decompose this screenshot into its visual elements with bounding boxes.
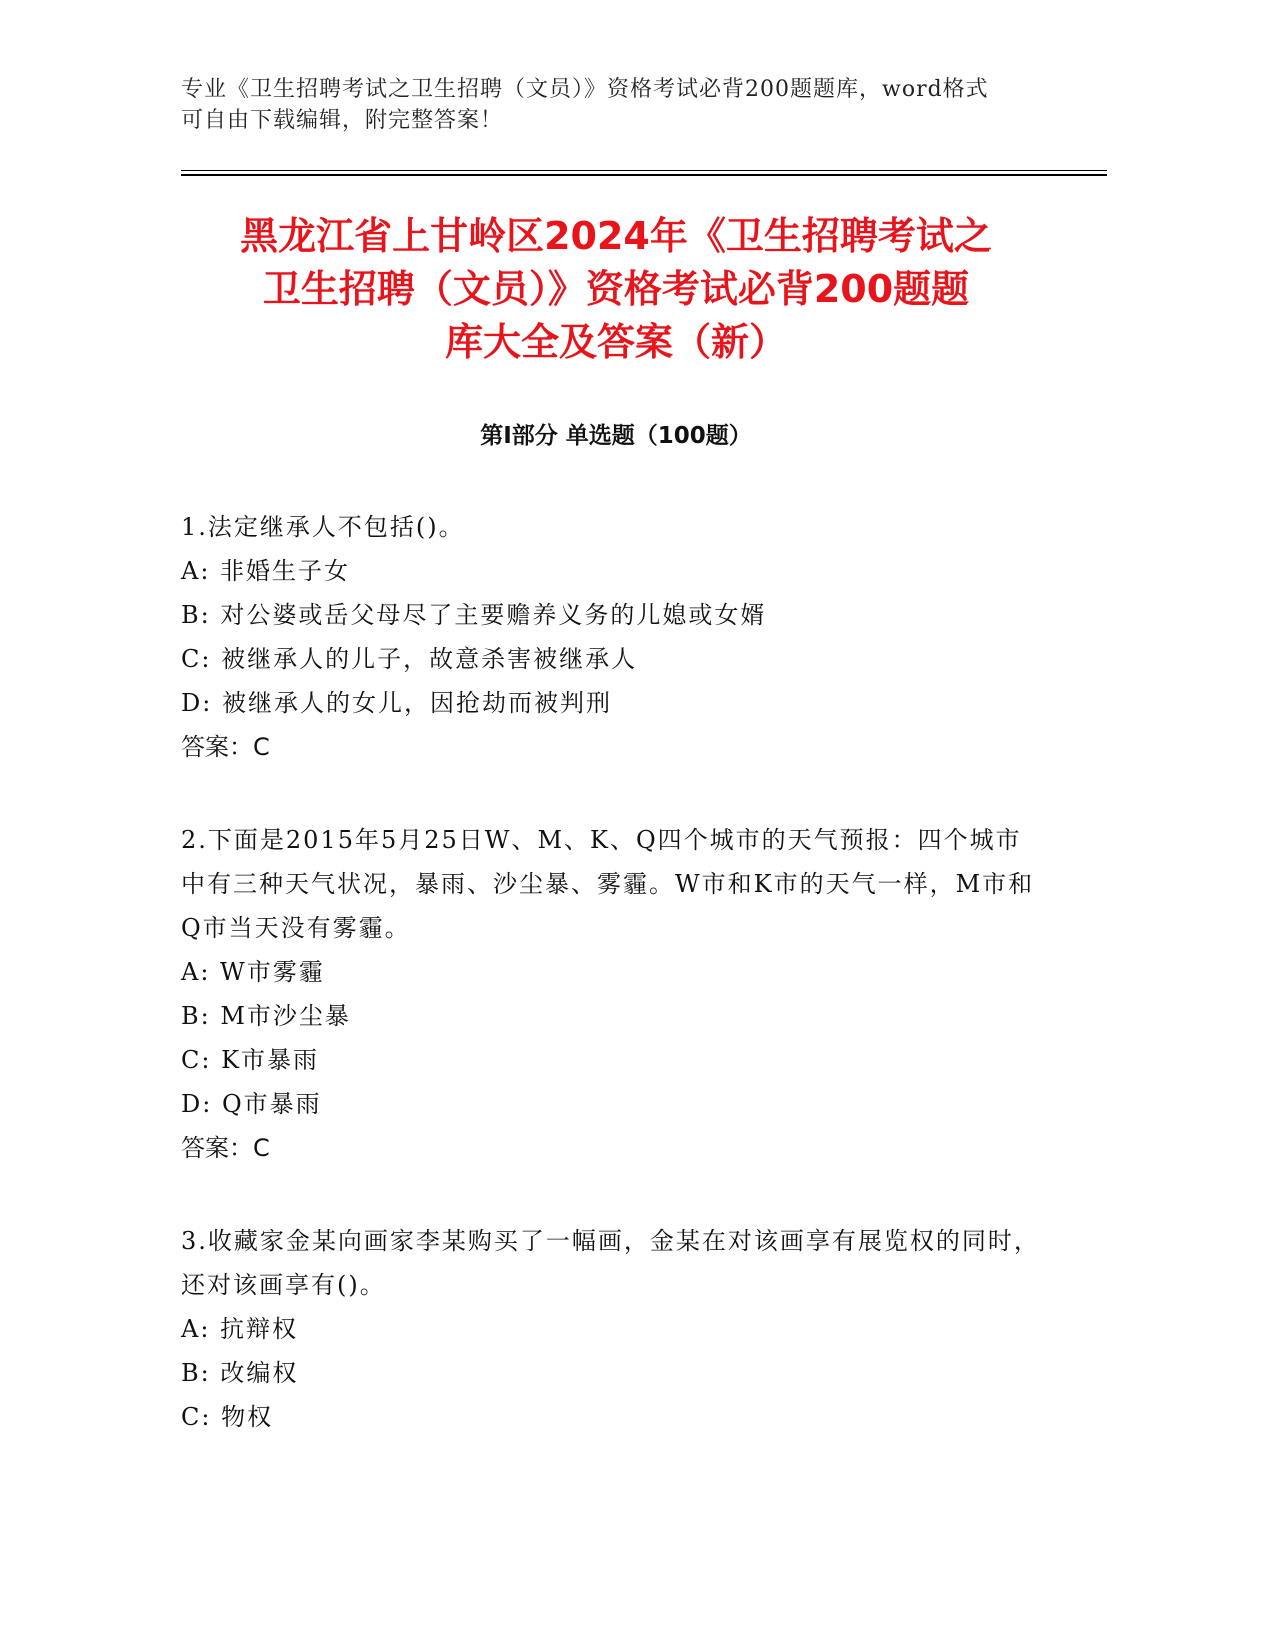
document-title	[181, 210, 1051, 369]
question-3	[181, 1219, 1041, 1439]
question-1	[181, 505, 1041, 769]
document-title-line-3: 库大全及答案（新）	[444, 320, 787, 364]
document-title-line-1: 黑龙江省上甘岭区2024年《卫生招聘考试之	[240, 214, 992, 258]
question-option-c: C: K市暴雨	[181, 1046, 320, 1074]
question-option-c: C: 被继承人的儿子，故意杀害被继承人	[181, 645, 638, 673]
question-stem: 3.收藏家金某向画家李某购买了一幅画，金某在对该画享有展览权的同时，还对该画享有()。	[181, 1227, 1040, 1299]
question-option-c: C: 物权	[181, 1403, 274, 1431]
question-option-a: A: W市雾霾	[181, 958, 325, 986]
question-stem: 1.法定继承人不包括()。	[181, 513, 465, 541]
question-option-d: D: Q市暴雨	[181, 1090, 322, 1118]
question-stem: 2.下面是2015年5月25日W、M、K、Q四个城市的天气预报：四个城市中有三种天气状况，暴雨、沙尘暴、雾霾。W市和K市的天气一样，M市和Q市当天没有雾霾。	[181, 826, 1035, 942]
question-option-a: A: 非婚生子女	[181, 557, 351, 585]
header-divider-thick	[181, 174, 1107, 176]
header-note	[181, 74, 1031, 136]
question-answer: 答案：C	[181, 733, 270, 761]
question-answer: 答案：C	[181, 1134, 270, 1162]
question-2	[181, 818, 1041, 1170]
question-option-d: D: 被继承人的女儿，因抢劫而被判刑	[181, 689, 612, 717]
question-option-b: B: M市沙尘暴	[181, 1002, 351, 1030]
section-heading: 第I部分 单选题（100题）	[480, 423, 752, 449]
question-list	[181, 505, 1041, 1488]
question-option-b: B: 对公婆或岳父母尽了主要赡养义务的儿媳或女婿	[181, 601, 767, 629]
header-divider-thin	[181, 170, 1107, 171]
header-note-line-1: 专业《卫生招聘考试之卫生招聘（文员）》资格考试必背200题题库，word格式	[181, 77, 989, 102]
question-option-b: B: 改编权	[181, 1359, 299, 1387]
document-title-line-2: 卫生招聘（文员）》资格考试必背200题题	[262, 267, 970, 311]
header-note-line-2: 可自由下载编辑，附完整答案！	[181, 108, 504, 133]
question-option-a: A: 抗辩权	[181, 1315, 299, 1343]
